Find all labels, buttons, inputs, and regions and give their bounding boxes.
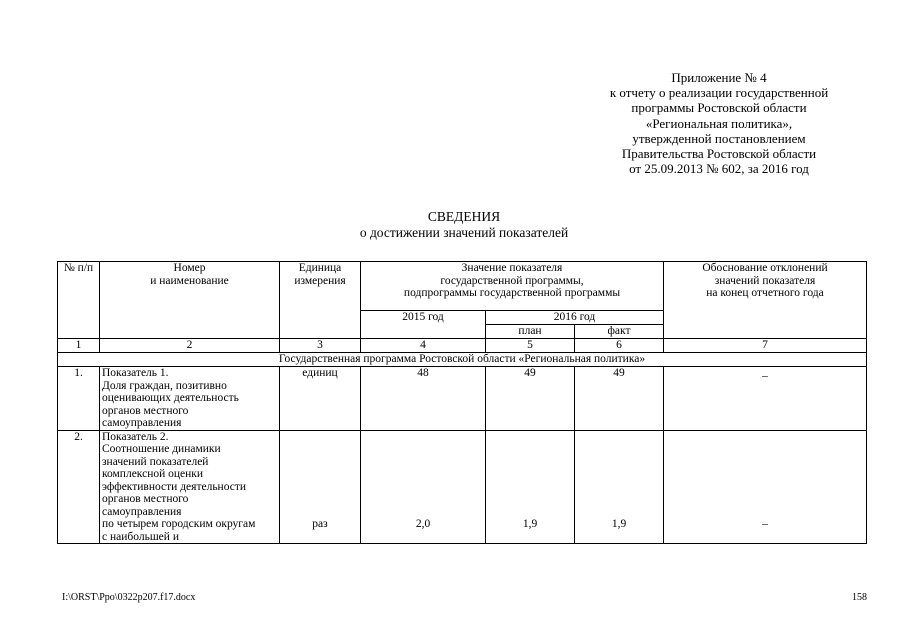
header-reason (664, 262, 867, 339)
header-value-line: подпрограммы государственной программы (403, 287, 621, 299)
header-value-line: Значение показателя (461, 262, 563, 274)
row-name-line: самоуправления (102, 417, 182, 429)
column-number: 3 (280, 339, 361, 353)
header-reason-line: значений показателя (714, 274, 816, 287)
section-row (58, 353, 867, 367)
annex-line: программы Ростовской области (631, 100, 807, 116)
header-name-line: и наименование (150, 274, 229, 287)
row-name (100, 430, 280, 544)
header-unit (280, 262, 361, 339)
row-num: 2. (58, 430, 100, 544)
column-number: 6 (575, 339, 664, 353)
section-title: Государственная программа Ростовской области «Региональная политика» (58, 353, 867, 367)
table-row (58, 367, 867, 431)
row-name-line: с наибольшей и (102, 530, 179, 543)
row-name-line: эффективности деятельности (102, 480, 247, 493)
document-subtitle: о достижении значений показателей (359, 225, 569, 240)
row-fact: 1,9 (575, 430, 664, 544)
row-value-2015: 2,0 (361, 430, 486, 544)
footer-file-path: I:\ORST\Ppo\0322p207.f17.docx (62, 592, 196, 603)
header-row (58, 262, 867, 311)
document-heading (0, 209, 905, 241)
header-year-2016-label: 2016 год (553, 311, 596, 323)
column-number: 5 (486, 339, 575, 353)
row-name-line: значений показателей (102, 455, 209, 468)
header-num-label: № п/п (63, 262, 94, 274)
row-name-line: самоуправления (102, 505, 182, 518)
row-reason: – (664, 430, 867, 544)
row-unit: единиц (280, 367, 361, 431)
row-num: 1. (58, 367, 100, 431)
annex-line: «Региональная политика», (645, 115, 793, 131)
row-fact: 49 (575, 367, 664, 431)
row-name-line: Доля граждан, позитивно (102, 379, 227, 392)
row-name-line: оценивающих деятельность (102, 392, 239, 404)
table-row (58, 430, 867, 544)
row-name-line: Показатель 1. (102, 367, 169, 379)
column-number-row (58, 339, 867, 353)
header-year-2016 (486, 311, 664, 325)
annex-line: Правительства Ростовской области (621, 146, 817, 162)
header-reason-line: на конец отчетного года (706, 287, 824, 299)
row-name (100, 367, 280, 431)
column-number: 2 (100, 339, 280, 353)
document-title: СВЕДЕНИЯ (427, 209, 501, 224)
header-fact-label: факт (607, 325, 631, 337)
row-name-line: Показатель 2. (102, 430, 169, 443)
header-name-line: Номер (173, 262, 206, 274)
indicators-table (57, 261, 867, 544)
annex-line: к отчету о реализации государственной (609, 85, 829, 101)
header-unit-line: измерения (294, 274, 346, 287)
header-year-2015 (361, 311, 486, 339)
header-value-line: государственной программы, (440, 274, 584, 287)
header-year-2015-label: 2015 год (402, 311, 444, 323)
row-reason: – (664, 367, 867, 431)
row-name-line: органов местного (102, 404, 189, 417)
annex-line: от 25.09.2013 № 602, за 2016 год (629, 161, 809, 177)
row-unit: раз (280, 430, 361, 544)
header-plan (486, 325, 575, 339)
row-name-line: по четырем городским округам (102, 518, 256, 530)
column-number: 4 (361, 339, 486, 353)
header-fact (575, 325, 664, 339)
annex-block (569, 70, 869, 176)
row-name-line: комплексной оценки (102, 468, 204, 480)
header-reason-line: Обоснование отклонений (702, 262, 828, 274)
row-name-line: Соотношение динамики (102, 443, 221, 455)
annex-line: Приложение № 4 (671, 70, 767, 85)
row-plan: 1,9 (486, 430, 575, 544)
header-unit-line: Единица (298, 262, 342, 274)
row-value-2015: 48 (361, 367, 486, 431)
header-num (58, 262, 100, 339)
row-name-line: органов местного (102, 493, 189, 505)
column-number: 1 (58, 339, 100, 353)
header-name (100, 262, 280, 339)
header-plan-label: план (518, 325, 542, 337)
row-plan: 49 (486, 367, 575, 431)
footer-page-number: 158 (852, 592, 867, 603)
column-number: 7 (664, 339, 867, 353)
header-value (361, 262, 664, 311)
annex-line: утвержденной постановлением (632, 130, 806, 146)
